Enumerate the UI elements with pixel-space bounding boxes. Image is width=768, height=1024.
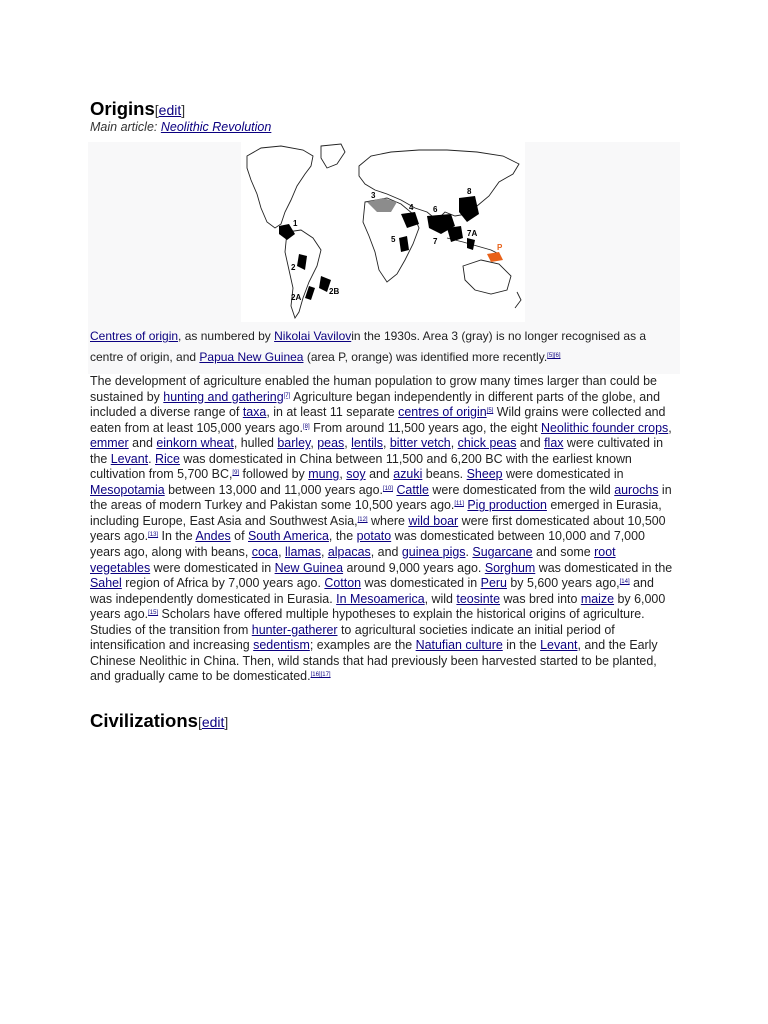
centre-5 [399, 236, 409, 252]
text-run: and [128, 436, 157, 451]
label-4: 4 [409, 203, 414, 212]
text-run: were cultivated in the [90, 436, 664, 466]
reference-link[interactable]: [7] [283, 392, 291, 399]
label-3: 3 [371, 191, 376, 200]
text-run: Agriculture began independently in different parts of the globe, and included a diverse range of [90, 389, 661, 420]
australia-outline [463, 260, 511, 294]
link-natufian-culture[interactable]: Natufian culture [415, 638, 503, 653]
text-run: was domesticated in the [535, 560, 673, 575]
reference-link[interactable]: [9] [232, 470, 240, 477]
link-rice[interactable]: Rice [155, 451, 180, 466]
text-run: , [278, 545, 285, 560]
reference-link[interactable]: [16][17] [310, 672, 331, 679]
label-2b: 2B [329, 287, 340, 296]
text-run: to agricultural societies indicate an initial period of intensification and increasing [90, 622, 615, 653]
text-run: by 5,600 years ago, [506, 576, 620, 591]
link-einkorn-wheat[interactable]: einkorn wheat [156, 436, 234, 451]
text-run: by 6,000 years ago. [90, 591, 666, 622]
bracket-open: [ [197, 714, 202, 730]
link-peas[interactable]: peas [317, 436, 345, 451]
text-run: around 9,000 years ago. [343, 560, 485, 575]
figure-caption [90, 326, 670, 368]
text-run: , [450, 436, 458, 451]
link-aurochs[interactable]: aurochs [614, 482, 659, 497]
north-america-outline [247, 146, 313, 228]
section-title: Origins [90, 98, 155, 119]
label-2: 2 [291, 263, 296, 272]
text-run: ; examples are the [309, 638, 416, 653]
link-flax[interactable]: flax [544, 436, 564, 451]
hatnote-prefix: Main article: [90, 120, 161, 134]
caption-link-centres-of-origin[interactable]: Centres of origin [90, 329, 179, 343]
main-article-hatnote [90, 120, 271, 134]
text-run: , [344, 436, 352, 451]
bracket-close: ] [224, 714, 229, 730]
link-lentils[interactable]: lentils [351, 436, 383, 451]
centre-7 [447, 226, 463, 242]
text-run: . [148, 451, 156, 466]
text-run: was bred into [499, 591, 581, 606]
caption-link-papua-new-guinea[interactable]: Papua New Guinea [199, 350, 304, 364]
label-1: 1 [293, 219, 298, 228]
text-run: followed by [239, 467, 309, 482]
link-potato[interactable]: potato [356, 529, 392, 544]
link-hunting-and-gathering[interactable]: hunting and gathering [163, 389, 284, 404]
link-centres-of-origin[interactable]: centres of origin [398, 405, 487, 420]
text-run: Scholars have offered multiple hypotheses to explain the historical origins of agriculture. Studies of the transition from [90, 607, 645, 637]
link-teosinte[interactable]: teosinte [456, 591, 500, 606]
link-in-mesoamerica[interactable]: In Mesoamerica [336, 591, 425, 606]
label-p: P [497, 243, 503, 252]
reference-link[interactable]: [5] [486, 408, 494, 415]
label-8: 8 [467, 187, 472, 196]
text-run: of [230, 529, 249, 544]
link-pig-production[interactable]: Pig production [467, 498, 547, 513]
link-maize[interactable]: maize [580, 591, 615, 606]
link-andes[interactable]: Andes [195, 529, 231, 544]
text-run: was domesticated in China between 11,500 and 6,200 BC with the earliest known cultivation from 5,700 BC, [90, 451, 632, 482]
map-figure [88, 142, 680, 374]
caption-text: , as numbered by [178, 329, 275, 343]
label-2a: 2A [291, 293, 302, 302]
text-run: and was independently domesticated in Eurasia. [90, 576, 654, 606]
south-america-outline [285, 230, 321, 318]
link-south-america[interactable]: South America [248, 529, 329, 544]
centre-4 [401, 212, 419, 228]
text-run: were domesticated in [502, 467, 624, 482]
link-mesopotamia[interactable]: Mesopotamia [90, 482, 165, 497]
text-run: where [367, 513, 409, 528]
caption-text: in the 1930s. Area 3 (gray) is no longer recognised as a centre of origin, and [90, 329, 647, 364]
centre-2 [297, 254, 307, 270]
text-run: beans. [422, 467, 467, 482]
text-run: , [320, 545, 328, 560]
link-mung[interactable]: mung [308, 467, 340, 482]
edit-origins-link[interactable]: edit [158, 102, 182, 118]
link-guinea-pigs[interactable]: guinea pigs [401, 545, 466, 560]
edit-section-link-wrapper [198, 714, 228, 730]
text-run: , and the Early Chinese Neolithic in China. Then, wild stands that had previously been harvested started to be planted, and gradually came to be domesticated. [90, 638, 658, 684]
edit-civilizations-link[interactable]: edit [201, 714, 225, 730]
link-sheep[interactable]: Sheep [466, 467, 503, 482]
link-levant[interactable]: Levant [110, 451, 149, 466]
text-run: were first domesticated about 10,500 years ago. [90, 513, 666, 544]
reference-link[interactable]: [12] [357, 516, 368, 523]
link-cattle[interactable]: Cattle [396, 482, 429, 497]
text-run: was domesticated in [361, 576, 481, 591]
link-root-vegetables[interactable]: root vegetables [90, 545, 616, 575]
link-neolithic-founder-crops[interactable]: Neolithic founder crops [541, 420, 669, 435]
reference-link[interactable]: [11] [454, 501, 464, 508]
link-coca[interactable]: coca [251, 545, 279, 560]
text-run: , the [328, 529, 357, 544]
text-run: Wild grains were collected and eaten from at least 105,000 years ago. [90, 405, 666, 435]
link-wild-boar[interactable]: wild boar [408, 513, 459, 528]
link-llamas[interactable]: llamas [285, 545, 321, 560]
text-run: in the [502, 638, 541, 653]
link-sahel[interactable]: Sahel [90, 576, 122, 591]
text-run: In the [158, 529, 196, 544]
link-peru[interactable]: Peru [480, 576, 507, 591]
label-5: 5 [391, 235, 396, 244]
section-title: Civilizations [90, 710, 198, 731]
text-run: , [382, 436, 390, 451]
link-chick-peas[interactable]: chick peas [457, 436, 517, 451]
reference-link[interactable]: [10] [382, 485, 393, 492]
section-heading-civilizations [90, 709, 228, 734]
text-run: The development of agriculture enabled the human population to grow many times larger than could be sustained by [90, 374, 657, 404]
text-run: and [365, 467, 394, 482]
text-run: , [668, 420, 672, 435]
link-sedentism[interactable]: sedentism [253, 638, 310, 653]
link-sugarcane[interactable]: Sugarcane [472, 545, 533, 560]
text-run: emerged in Eurasia, including Europe, East Asia and Southwest Asia, [90, 498, 662, 528]
link-azuki[interactable]: azuki [393, 467, 423, 482]
text-run: , hulled [233, 436, 278, 451]
article-paragraph [90, 374, 676, 685]
new-zealand-outline [515, 292, 521, 308]
greenland-outline [321, 144, 345, 168]
link-alpacas[interactable]: alpacas [327, 545, 371, 560]
text-run: . [465, 545, 473, 560]
text-run: between 13,000 and 11,000 years ago. [164, 482, 383, 497]
link-soy[interactable]: soy [346, 467, 366, 482]
reference-link[interactable]: [15] [148, 610, 159, 617]
bracket-open: [ [154, 102, 159, 118]
neolithic-revolution-link[interactable]: Neolithic Revolution [160, 120, 272, 134]
reference-link[interactable]: [5][6] [547, 353, 561, 359]
text-run: , and [370, 545, 402, 560]
label-6: 6 [433, 205, 438, 214]
text-run: , [339, 467, 347, 482]
link-levant[interactable]: Levant [540, 638, 578, 653]
link-sorghum[interactable]: Sorghum [484, 560, 536, 575]
text-run: region of Africa by 7,000 years ago. [121, 576, 325, 591]
label-7: 7 [433, 237, 438, 246]
caption-text: (area P, orange) was identified more recently. [303, 350, 548, 364]
section-heading-origins [90, 97, 185, 122]
centre-7a [467, 238, 475, 250]
text-run: , wild [424, 591, 457, 606]
world-map-image[interactable] [241, 142, 525, 322]
link-hunter-gatherer[interactable]: hunter-gatherer [251, 622, 338, 637]
label-7a: 7A [467, 229, 478, 238]
reference-link[interactable]: [8] [302, 423, 310, 430]
edit-section-link-wrapper [155, 102, 185, 118]
area-p-orange [487, 252, 503, 262]
reference-link[interactable]: [13] [148, 532, 159, 539]
text-run: was domesticated between 10,000 and 7,000 years ago, along with beans, [90, 529, 645, 560]
caption-link-vavilov[interactable]: Nikolai Vavilov [274, 329, 352, 343]
text-run: and some [532, 545, 595, 560]
link-bitter-vetch[interactable]: bitter vetch [389, 436, 451, 451]
link-barley[interactable]: barley [277, 436, 311, 451]
text-run: were domesticated from the wild [428, 482, 615, 497]
text-run: and [516, 436, 545, 451]
link-cotton[interactable]: Cotton [324, 576, 362, 591]
text-run: were domesticated in [150, 560, 275, 575]
link-emmer[interactable]: emmer [90, 436, 129, 451]
link-new-guinea[interactable]: New Guinea [274, 560, 344, 575]
text-run: in the areas of modern Turkey and Pakistan some 10,500 years ago. [90, 482, 672, 513]
text-run: , in at least 11 separate [266, 405, 399, 420]
reference-link[interactable]: [14] [619, 579, 630, 586]
text-run: , [310, 436, 318, 451]
link-taxa[interactable]: taxa [242, 405, 267, 420]
centre-8 [459, 196, 479, 222]
bracket-close: ] [181, 102, 186, 118]
text-run: From around 11,500 years ago, the eight [309, 420, 542, 435]
